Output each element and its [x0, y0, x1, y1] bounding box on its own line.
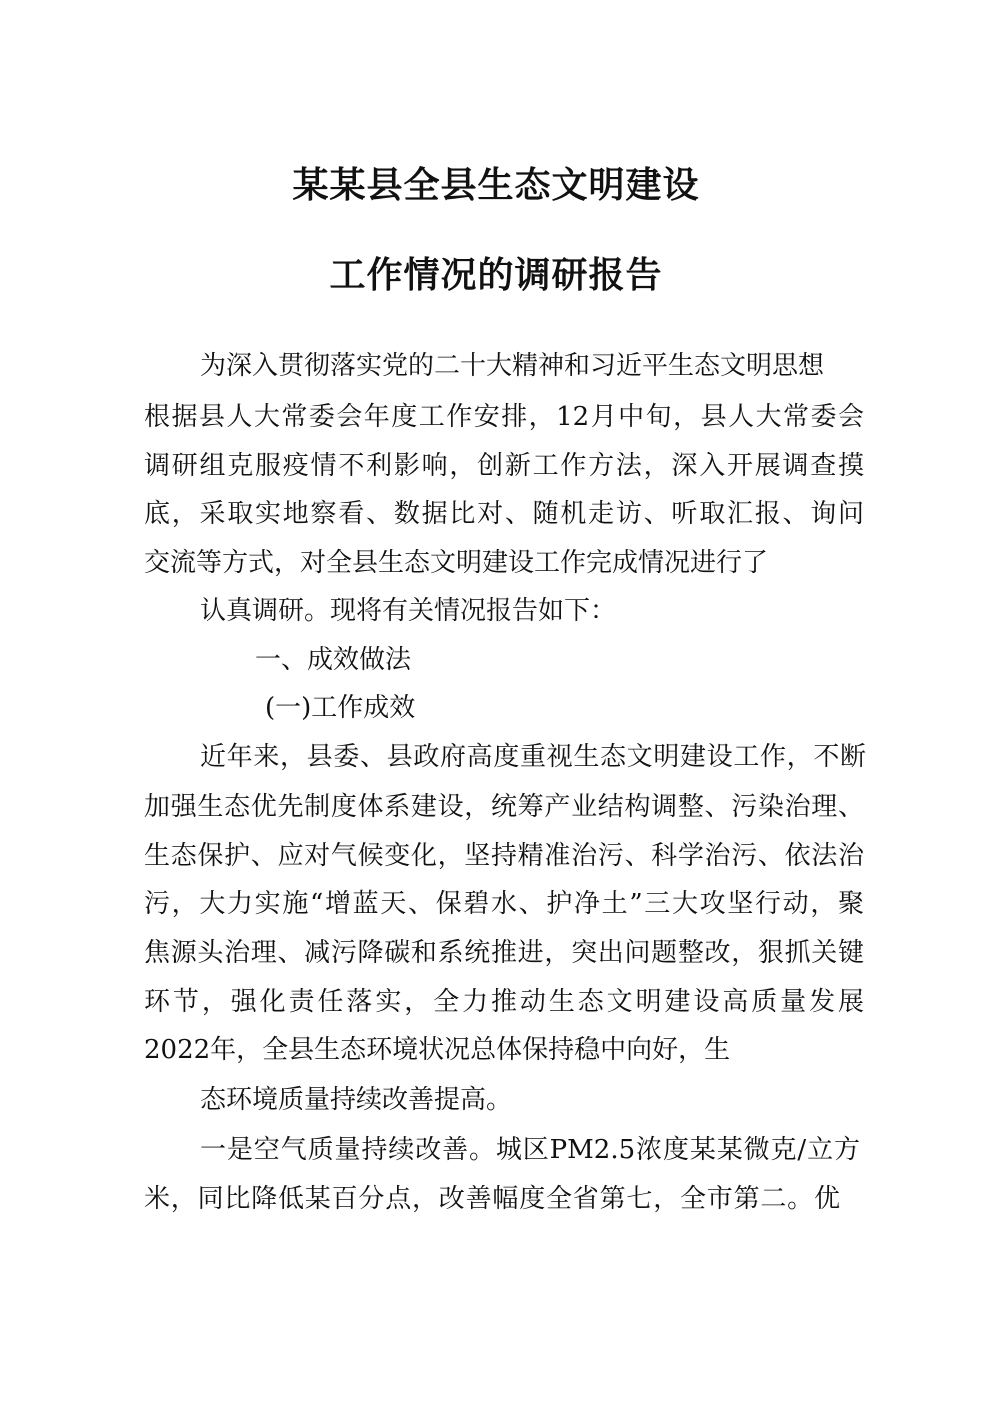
paragraph-line: 为深入贯彻落实党的二十大精神和习近平生态文明思想: [200, 351, 825, 381]
document-title-line-2: 工作情况的调研报告: [329, 255, 663, 296]
paragraph-line: 底，采取实地察看、数据比对、随机走访、听取汇报、询问: [144, 499, 864, 529]
subsection-heading: (一)工作成效: [265, 693, 416, 723]
paragraph-line: 污，大力实施“增蓝天、保碧水、护净土”三大攻坚行动，聚: [144, 889, 864, 919]
paragraph-line: 调研组克服疫情不利影响，创新工作方法，深入开展调查摸: [144, 451, 864, 481]
paragraph-line: 交流等方式，对全县生态文明建设工作完成情况进行了: [144, 548, 769, 578]
paragraph-line: 米，同比降低某百分点，改善幅度全省第七，全市第二。优: [144, 1184, 840, 1214]
paragraph-line: 2022年，全县生态环境状况总体保持稳中向好，生: [144, 1035, 731, 1065]
document-title-line-1: 某某县全县生态文明建设: [292, 165, 700, 206]
paragraph-line: 近年来，县委、县政府高度重视生态文明建设工作，不断: [200, 742, 866, 772]
paragraph-line: 焦源头治理、减污降碳和系统推进，突出问题整改，狠抓关键: [144, 938, 864, 968]
section-heading: 一、成效做法: [255, 645, 412, 675]
paragraph-line: 加强生态优先制度体系建设，统筹产业结构调整、污染治理、: [144, 792, 864, 822]
paragraph-line: 环节，强化责任落实，全力推动生态文明建设高质量发展: [144, 987, 864, 1017]
paragraph-line: 认真调研。现将有关情况报告如下：: [200, 596, 617, 626]
paragraph-line: 态环境质量持续改善提高。: [200, 1085, 513, 1115]
paragraph-line: 一是空气质量持续改善。城区PM2.5浓度某某微克/立方: [200, 1135, 860, 1165]
paragraph-line: 生态保护、应对气候变化，坚持精准治污、科学治污、依法治: [144, 841, 864, 871]
paragraph-line: 根据县人大常委会年度工作安排，12月中旬，县人大常委会: [144, 402, 864, 432]
